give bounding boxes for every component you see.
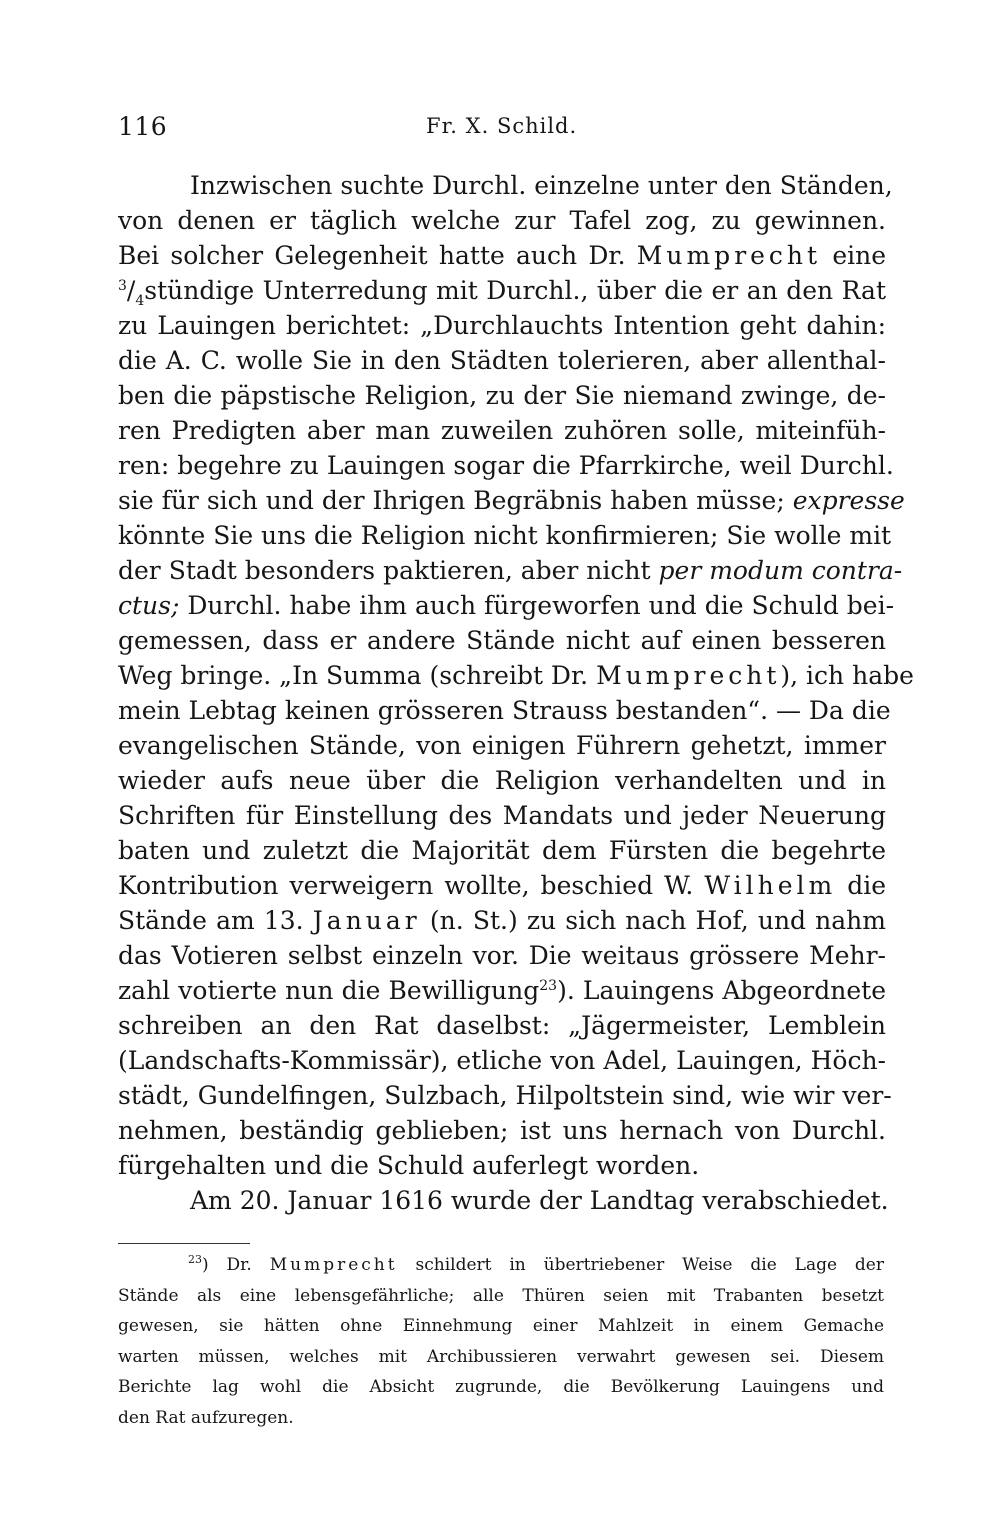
text-line: mein Lebtag keinen grösseren Strauss bestanden“. — Da die [118,696,891,725]
text-line: schreiben an den Rat daselbst: „Jägermeister, Lemblein [118,1011,886,1040]
latin-phrase: per modum contra- [658,556,903,585]
page-header [118,112,888,144]
footnote-line: warten müssen, welches mit Archibussieren verwahrt gewesen sei. Diesem [118,1346,884,1367]
text-line [118,973,886,1008]
text-line: Schriften für Einstellung des Mandats und jeder Neuerung [118,801,886,830]
footnote-number: 23 [188,1253,202,1266]
text-segment: Stände am 13. [118,906,304,935]
text-segment: sie für sich und der Ihrigen Begräbnis haben müsse; [118,486,785,515]
text-segment: ), ich habe [780,661,914,690]
person-name: Mumprecht [596,661,781,690]
text-line: evangelischen Stände, von einigen Führern gehetzt, immer [118,731,886,760]
latin-term: expresse [792,486,905,515]
text-line: ren Predigten aber man zuweilen zuhören solle, miteinfüh- [118,416,886,445]
footnote-line: Berichte lag wohl die Absicht zugrunde, die Bevölkerung Lauingens und [118,1377,884,1397]
text-segment: stündige Unterredung mit Durchl., über die er an den Rat [144,276,886,305]
footnote-ref: 23 [539,978,558,994]
text-line: zu Lauingen berichtet: „Durchlauchts Intention geht dahin: [118,311,886,340]
text-line: baten und zuletzt die Majorität dem Fürsten die begehrte [118,836,886,865]
text-line [118,658,914,693]
text-line [118,273,886,308]
text-line: ren: begehre zu Lauingen sogar die Pfarrkirche, weil Durchl. [118,451,894,480]
page-number: 116 [118,112,168,141]
footnote-line [118,1250,884,1281]
text-segment: ) Dr. [202,1255,252,1275]
text-line: könnte Sie uns die Religion nicht konfirmieren; Sie wolle mit [118,521,892,550]
text-segment: ). Lauingens Abgeordnete [557,976,886,1005]
fraction-denominator: 4 [135,293,145,309]
fraction-numerator: 3 [118,278,127,294]
text-line: (Landschafts-Kommissär), etliche von Adel, Lauingen, Höch- [118,1046,886,1075]
person-name: Mumprecht [269,1255,398,1275]
text-segment: die [847,871,887,900]
text-segment: Durchl. habe ihm auch fürgeworfen und die Schuld bei- [187,591,895,620]
month-name: Januar [312,906,421,935]
text-line [118,483,905,518]
text-segment: Bei solcher Gelegenheit hatte auch Dr. [118,241,626,270]
footnote-line: Stände als eine lebensgefährliche; alle Thüren seien mit Trabanten besetzt [118,1285,884,1306]
footnote-divider [118,1243,250,1244]
text-segment: zahl votierte nun die Bewilligung [118,976,540,1005]
main-text [118,168,914,1218]
text-line: Am 20. Januar 1616 wurde der Landtag verabschiedet. [190,1186,889,1215]
text-line: nehmen, beständig geblieben; ist uns hernach von Durchl. [118,1116,886,1145]
text-line: das Votieren selbst einzeln vor. Die weitaus grössere Mehr- [118,941,886,970]
text-segment: schildert in übertriebener Weise die Lage der [415,1255,884,1275]
text-line: ben die päpstische Religion, zu der Sie niemand zwinge, de- [118,381,886,410]
text-segment: eine [832,241,886,270]
text-segment: Weg bringe. „In Summa (schreibt Dr. [118,661,589,690]
text-segment: der Stadt besonders paktieren, aber nicht [118,556,651,585]
text-segment: Kontribution verweigern wollte, beschied W. [118,871,694,900]
text-line: wieder aufs neue über die Religion verhandelten und in [118,766,886,795]
person-name: Mumprecht [636,241,822,270]
footnotes [118,1250,884,1433]
footnote-line: gewesen, sie hätten ohne Einnehmung einer Mahlzeit in einem Gemache [118,1316,884,1336]
latin-phrase: ctus; [118,591,180,620]
text-line: Inzwischen suchte Durchl. einzelne unter den Ständen, [190,171,893,200]
person-name: Wilhelm [704,871,837,900]
text-line: die A. C. wolle Sie in den Städten tolerieren, aber allenthal- [118,346,886,375]
text-line [118,903,886,938]
text-line: städt, Gundelfingen, Sulzbach, Hilpoltstein sind, wie wir ver- [118,1081,892,1110]
text-line: gemessen, dass er andere Stände nicht auf einen besseren [118,626,886,655]
text-line [118,238,886,273]
text-line [118,553,903,588]
text-segment: (n. St.) zu sich nach Hof, und nahm [429,906,886,935]
text-line [118,588,895,623]
running-head: Fr. X. Schild. [426,114,578,138]
text-line: von denen er täglich welche zur Tafel zog, zu gewinnen. [118,206,886,235]
fraction-slash: / [126,276,136,305]
footnote-line: den Rat aufzuregen. [118,1407,294,1428]
text-line [118,868,886,903]
text-line: fürgehalten und die Schuld auferlegt worden. [118,1151,700,1180]
